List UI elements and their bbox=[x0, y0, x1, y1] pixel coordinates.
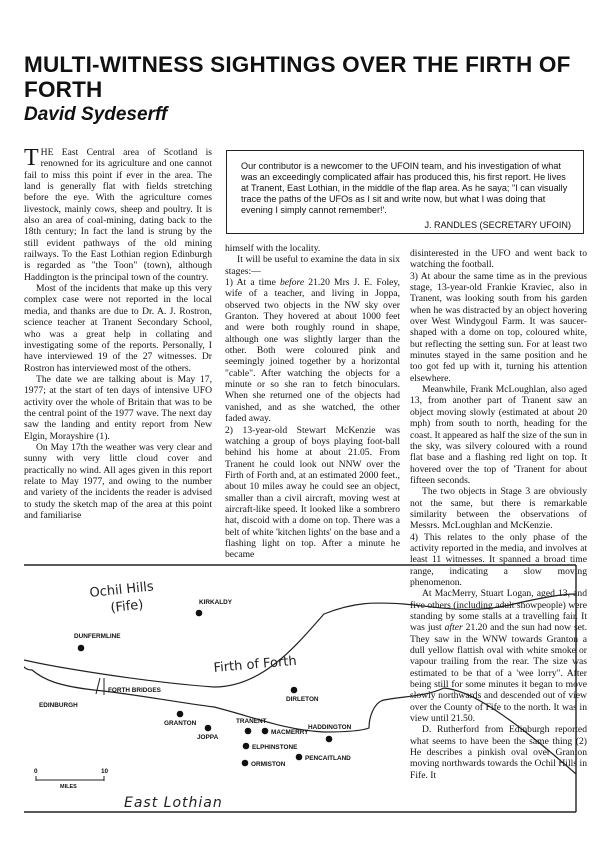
place-label: ORMISTON bbox=[251, 761, 286, 768]
north-coastline bbox=[24, 594, 576, 687]
paragraph: The date we are talking about is May 17, 1977; at the start of ten days of intensive UFO activity over the whole of Britain that was to be the central point of the 1977 wave. The next day saw the landing and entity report from New Elgin, Morayshire (1). bbox=[24, 373, 212, 442]
scale-start-label: 0 bbox=[34, 768, 38, 775]
place-kirkaldy bbox=[196, 599, 233, 616]
paragraph bbox=[225, 277, 400, 424]
place-label: PENCAITLAND bbox=[305, 755, 351, 762]
paragraph-text: 21.20 Mrs J. E. Foley, wife of a teacher, and living in Joppa, observed two objects in the NW sky over Granton. They hovered at about 1000 feet and were both roughly round in shape, although one was slightly larger than the other. Both were coloured pink and seemingly joined together by a horizontal "cable". After watching the objects for a minute or so she ran to fetch binoculars. When she returned one of the objects had vanished, and as she watched, the other faded away. bbox=[225, 277, 400, 425]
place-haddington bbox=[308, 724, 352, 742]
place-label: GRANTON bbox=[164, 720, 197, 727]
place-granton bbox=[164, 711, 197, 727]
east-lothian-label: East Lothian bbox=[124, 795, 223, 811]
paragraph: 2) 13-year-old Stewart McKenzie was watching a group of boys playing foot-ball behind his home at about 21.05. From Tranent he could look out NNW over the Firth of Forth and, at an estimated 2000 feet., about 10 miles away he could see an object, smaller than a civil aircraft, moving west at aircraft-like speed. It looked like a sombrero hat, discoid with a dome on top. There was a belt of white 'kitchen lights' on the base and a flashing light on top. After a minute he became bbox=[225, 424, 400, 561]
editor-signature: J. RANDLES (SECRETARY UFOIN) bbox=[424, 220, 571, 230]
place-label: DUNFERMLINE bbox=[74, 633, 121, 640]
sketch-map bbox=[24, 562, 578, 830]
place-label: KIRKALDY bbox=[199, 599, 233, 606]
paragraph: 3) At abour the same time as in the previous stage, 13-year-old Frankie Kraviec, also in Tranent, was looking south from his garden when he was distracted by an object hovering over West Windygoul Farm. It was saucer-shaped with a dome on top, coloured white, but reflecting the setting sun. For at least two minutes stayed in the same position and he too got fed up with it, turning his attention elsewhere. bbox=[410, 270, 587, 384]
place-label: DIRLETON bbox=[286, 696, 319, 703]
article-title: MULTI-WITNESS SIGHTINGS OVER THE FIRTH OF FORTH bbox=[24, 52, 571, 102]
place-ormiston bbox=[242, 760, 286, 768]
place-dunfermline bbox=[74, 633, 121, 651]
drop-cap: T bbox=[24, 145, 39, 171]
place-dirleton bbox=[286, 687, 319, 703]
place-pencaitland bbox=[296, 754, 351, 762]
place-label: TRANENT bbox=[236, 718, 267, 725]
place-label: ELPHINSTONE bbox=[252, 744, 298, 751]
place-label: JOPPA bbox=[197, 734, 219, 741]
paragraph-text: 21.20 and the sun had now set. They saw in the WNW towards Granton a dull yellow flattish oval with white smoke or vapour trailing from the rear. The size was estimated to be that of a 'wee lorry". After being still for some minutes it began to move slowly northwards and descended out of view over the County of Fife to the north. It was in view until 21.50. bbox=[410, 622, 587, 725]
place-macmerry bbox=[262, 728, 309, 736]
fife-label: (Fife) bbox=[109, 597, 145, 616]
column-2 bbox=[225, 243, 400, 561]
place-label: EDINBURGH bbox=[39, 702, 78, 709]
paragraph: The two objects in Stage 3 are obviously not the same, but there is remarkable similarity between the observations of Messrs. McLoughlan and McKenzie. bbox=[410, 486, 587, 532]
paragraph: himself with the locality. bbox=[225, 243, 321, 254]
scale-bar bbox=[34, 768, 109, 790]
forth-bridges-label: FORTH BRIDGES bbox=[108, 687, 161, 694]
paragraph: Meanwhile, Frank McLoughlan, also aged 13, from another part of Tranent saw an object moving slowly (estimated at about 20 mph) from south to north, heading for the coast. It appeared as half the size of the sun in the sky, was silvery coloured with a round flat base and a flashing red light on top. It hovered over the top of 'Tranent for about fifteen seconds. bbox=[410, 384, 587, 486]
editor-note-text: Our contributor is a newcomer to the UFOIN team, and his investigation of what was an exceedingly complicated affair has produced this, his first report. He lives at Tranent, East Lothian, in the middle of the flap area. As he saya; "I can visually trace the paths of the UFOs as I sit and write now, but what I was doing that evening I simply cannot remember!'. bbox=[241, 161, 568, 215]
firth-of-forth-label: Firth of Forth bbox=[213, 653, 298, 676]
column-1 bbox=[24, 147, 212, 521]
place-joppa bbox=[197, 725, 219, 741]
forth-bridge-line bbox=[96, 678, 100, 694]
place-elphinstone bbox=[243, 743, 298, 751]
paragraph: disinterested in the UFO and went back to watching the football. bbox=[410, 248, 587, 271]
scale-end-label: 10 bbox=[101, 768, 109, 775]
place-edinburgh bbox=[39, 702, 78, 709]
place-label: HADDINGTON bbox=[308, 724, 352, 731]
paragraph: D. Rutherford from Edinburgh reported what seems to have been the same thing (2) He describes a pinkish oval over Granton moving northwards towards the Ochil Hills in Fife. It bbox=[410, 724, 587, 781]
paragraph-text: 1) At a time bbox=[225, 277, 280, 289]
editor-note-box bbox=[226, 150, 584, 234]
ochil-hills-label: Ochil Hills bbox=[88, 579, 155, 601]
scale-unit-label: MILES bbox=[60, 784, 77, 790]
emphasis: before bbox=[280, 277, 305, 289]
place-label: MACMERRY bbox=[271, 729, 309, 736]
paragraph bbox=[24, 147, 212, 283]
emphasis: after bbox=[444, 622, 463, 634]
paragraph: On May 17th the weather was very clear and sunny with very little cloud cover and practically no wind. All ages given in this report relate to May 1977, and owing to the number and variety of the incidents the reader is advised to study the sketch map of the area at this point and familiarise bbox=[24, 441, 212, 521]
article-author: David Sydeserff bbox=[24, 104, 168, 125]
paragraph-text: At MacMerry, Stuart Logan, aged 13, and five others (including adult showpeople) were standing by some stalls at a travelling fair. It was just bbox=[410, 588, 587, 634]
paragraph-text: HE East Central area of Scotland is renowned for its agriculture and one cannot fail to miss this point if ever in the area. The land is generally flat with fields stretching before the eye. With the agriculture comes livestock, mainly cows, sheep and poultry. It is also an area of coal-mining, dating back to the 18th century; In fact the land is strung by the still evident pathways of the old mining railways. To the East Lothian region Edinburgh is regarded as "the Toon" (town), although Haddington is the principal town of the country. bbox=[24, 147, 212, 283]
paragraph: Most of the incidents that make up this very complex case were not reported in the local media, and thanks are due to Dr. A. J. Rostron, science teacher at Tranent Secondary School, who was a great help in collating and investigating some of the reports. Personally, I have interviewed 19 of the 27 witnesses. Dr Rostron has interviewed most of the others. bbox=[24, 283, 212, 374]
paragraph: 4) This relates to the only phase of the activity reported in the media, and involves at least 11 witnesses. It spanned a broad time range, indicating a slow moving phenomenon. bbox=[410, 531, 587, 588]
paragraph: It will be useful to examine the data in six stages:— bbox=[225, 254, 400, 277]
